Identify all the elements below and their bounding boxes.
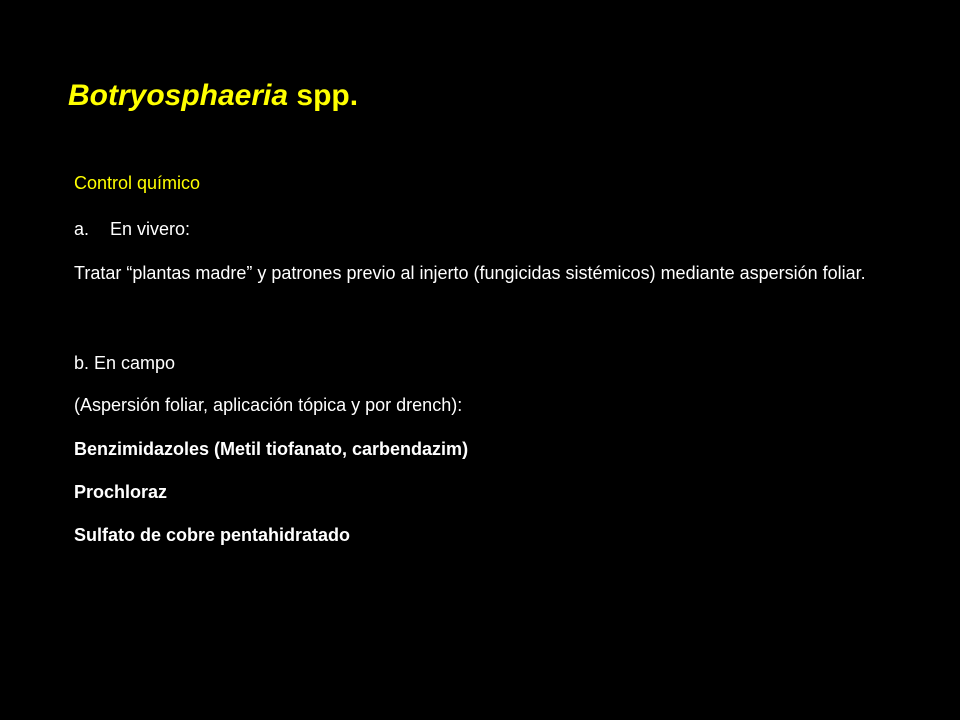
section-heading: Control químico: [74, 173, 201, 193]
product-item: Prochloraz: [74, 482, 168, 502]
title-genus: Botryosphaeria: [68, 79, 289, 112]
item-a-label: En vivero: [110, 219, 186, 239]
item-b-heading: b. En campo: [74, 353, 176, 373]
product-item: Benzimidazoles (Metil tiofanato, carbendazim): [74, 439, 469, 459]
item-a-marker: a.: [74, 219, 90, 239]
title-species-suffix: spp.: [288, 79, 359, 112]
item-a-suffix: :: [185, 219, 191, 239]
item-a-description: Tratar “plantas madre” y patrones previo al injerto (fungicidas sistémicos) mediante aspersión foliar.: [74, 263, 866, 283]
item-a-heading: [74, 218, 904, 241]
product-item: Sulfato de cobre pentahidratado: [74, 525, 351, 545]
item-b-methods: (Aspersión foliar, aplicación tópica y por drench):: [74, 395, 463, 415]
slide-title: [68, 78, 358, 114]
